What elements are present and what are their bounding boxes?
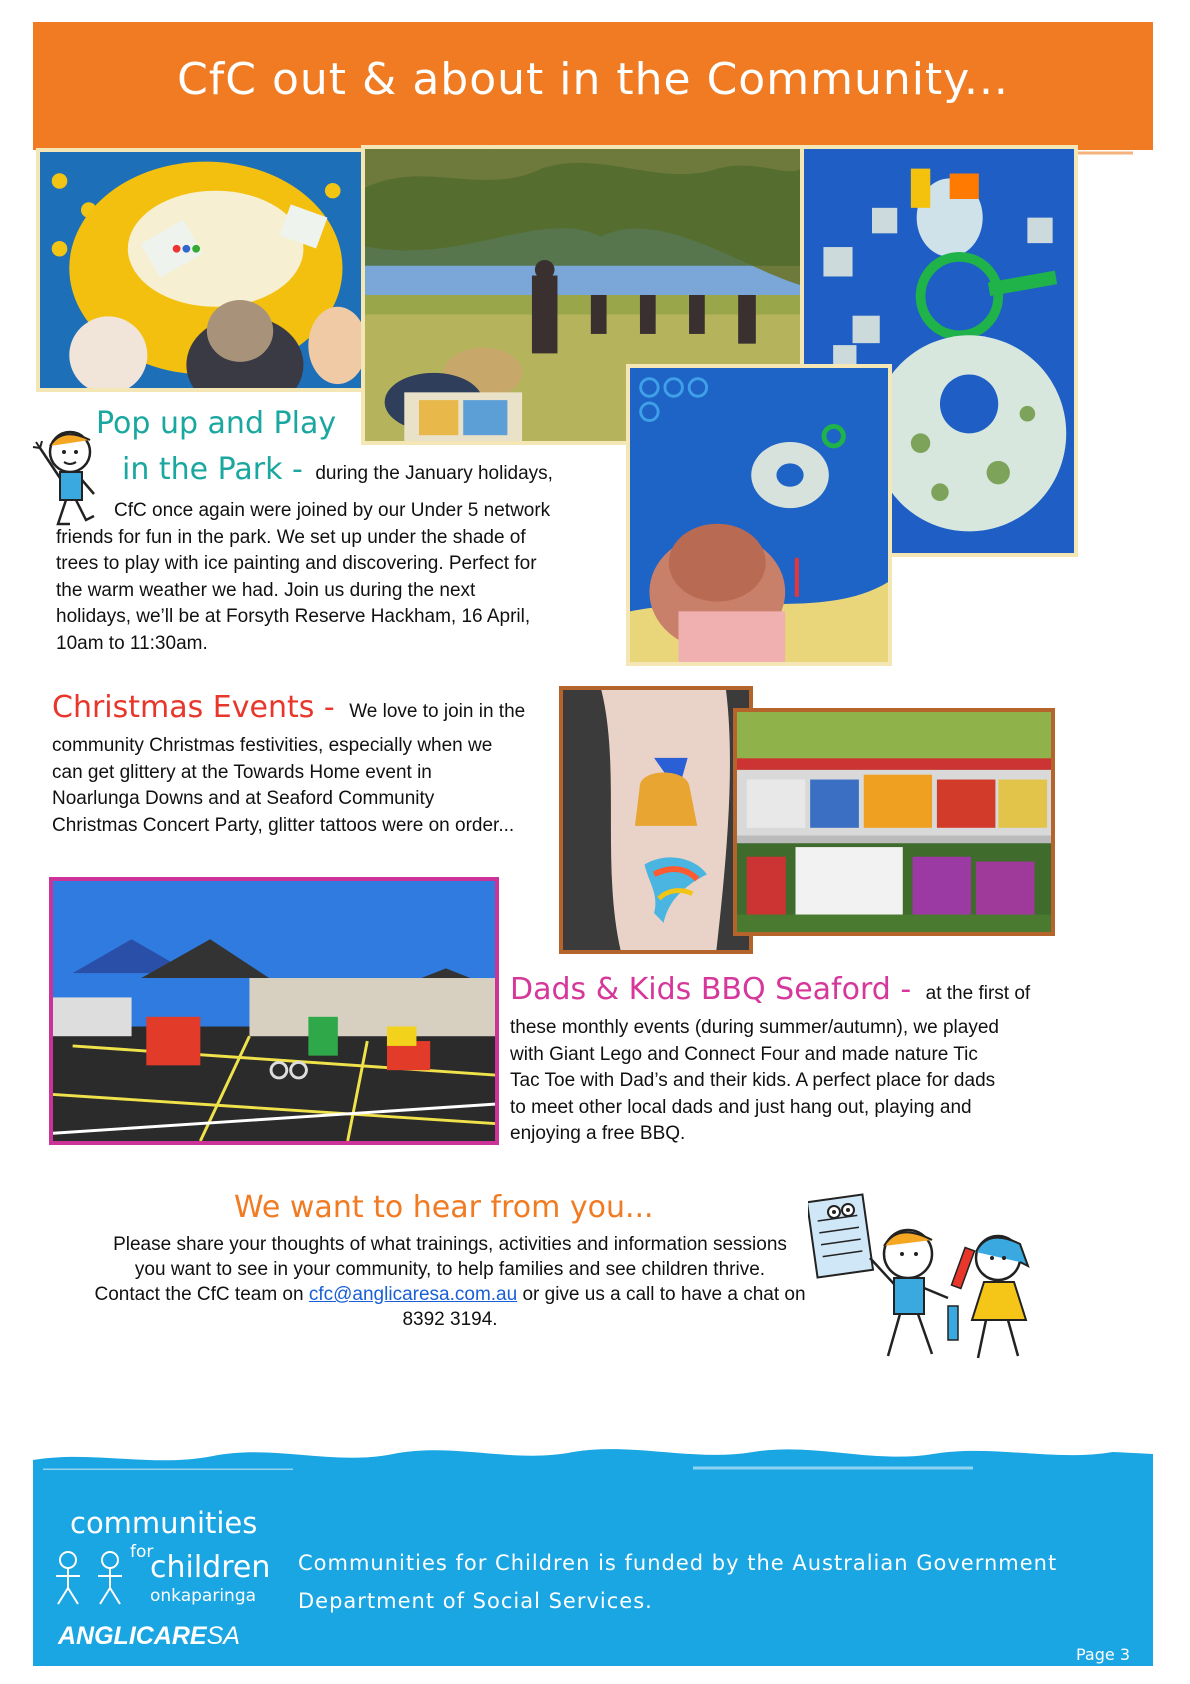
logo-onkaparinga: onkaparinga (150, 1586, 257, 1606)
hear-line3-pre: Contact the CfC team on (94, 1284, 304, 1305)
popup-line: friends for fun in the park. We set up under the shade of (56, 526, 526, 548)
kids-notepad-illustration (808, 1188, 1058, 1368)
popup-line: 10am to 11:30am. (56, 632, 208, 654)
christmas-lead: We love to join in the (349, 701, 526, 722)
christmas-line: can get glittery at the Towards Home event in (52, 761, 432, 783)
logo-anglicare-word: ANGLICARE (58, 1622, 207, 1650)
photo-glitter-tattoo (559, 686, 753, 954)
dads-heading-row (510, 972, 1030, 1007)
email-link[interactable]: cfc@anglicaresa.com.au (308, 1284, 518, 1305)
photo-donated-food (733, 708, 1055, 936)
dads-body (510, 1015, 1070, 1148)
christmas-line: Noarlunga Downs and at Seaford Community (52, 788, 435, 809)
dads-line: Tac Toe with Dad’s and their kids. A perfect place for dads (510, 1070, 996, 1091)
logo-sa: SA (206, 1622, 240, 1650)
christmas-line: Christmas Concert Party, glitter tattoos were on order... (52, 814, 515, 836)
hear-body (50, 1232, 850, 1332)
logo-for: for (130, 1542, 154, 1562)
page-title: CfC out & about in the Community... (177, 54, 1009, 105)
hear-heading: We want to hear from you... (234, 1190, 654, 1225)
dads-line: with Giant Lego and Connect Four and made nature Tic (510, 1043, 978, 1065)
dads-heading: Dads & Kids BBQ Seaford - (510, 972, 912, 1007)
christmas-body (52, 733, 562, 839)
popup-line: the warm weather we had. Join us during the next (56, 579, 476, 601)
hear-line3-post: or give us a call to have a chat on (522, 1284, 806, 1305)
christmas-heading: Christmas Events - (52, 690, 335, 725)
christmas-heading-row (52, 690, 525, 725)
footer-note-line2: Department of Social Services. (298, 1589, 653, 1613)
popup-line: trees to play with ice painting and discovering. Perfect for (56, 553, 537, 574)
page-number: Page 3 (1076, 1645, 1130, 1664)
hear-phone: 8392 3194. (402, 1309, 498, 1330)
popup-heading-row (122, 452, 553, 487)
popup-heading-line1: Pop up and Play (96, 406, 337, 441)
logo-communities: communities (70, 1506, 258, 1540)
popup-line: CfC once again were joined by our Under 5 network (114, 500, 551, 521)
dads-lead: at the first of (925, 983, 1031, 1004)
christmas-line: community Christmas festivities, especially when we (52, 735, 493, 756)
logo-children: children (150, 1550, 271, 1585)
popup-body (56, 498, 626, 657)
dads-line: these monthly events (during summer/autumn), we played (510, 1017, 999, 1038)
photo-child-ice-ring (626, 364, 892, 666)
dads-line: enjoying a free BBQ. (510, 1123, 686, 1144)
hear-line1: Please share your thoughts of what trainings, activities and information sessions (113, 1234, 787, 1255)
popup-line: holidays, we’ll be at Forsyth Reserve Hackham, 16 April, (56, 606, 531, 627)
dads-line: to meet other local dads and just hang out, playing and (510, 1096, 972, 1118)
footer-note-line1: Communities for Children is funded by the Australian Government (298, 1551, 1058, 1575)
photo-ice-sensory-tub (36, 148, 366, 392)
hear-line2: you want to see in your community, to help families and see children thrive. (134, 1259, 766, 1280)
popup-lead: during the January holidays, (315, 463, 553, 484)
photo-dads-kids-bbq (49, 877, 499, 1145)
logo-children-figures-icon (48, 1548, 138, 1608)
hear-line3 (50, 1282, 850, 1307)
popup-heading-line2: in the Park - (122, 452, 303, 487)
footer-funding-note (298, 1544, 1118, 1620)
logo-anglicare (58, 1622, 240, 1651)
